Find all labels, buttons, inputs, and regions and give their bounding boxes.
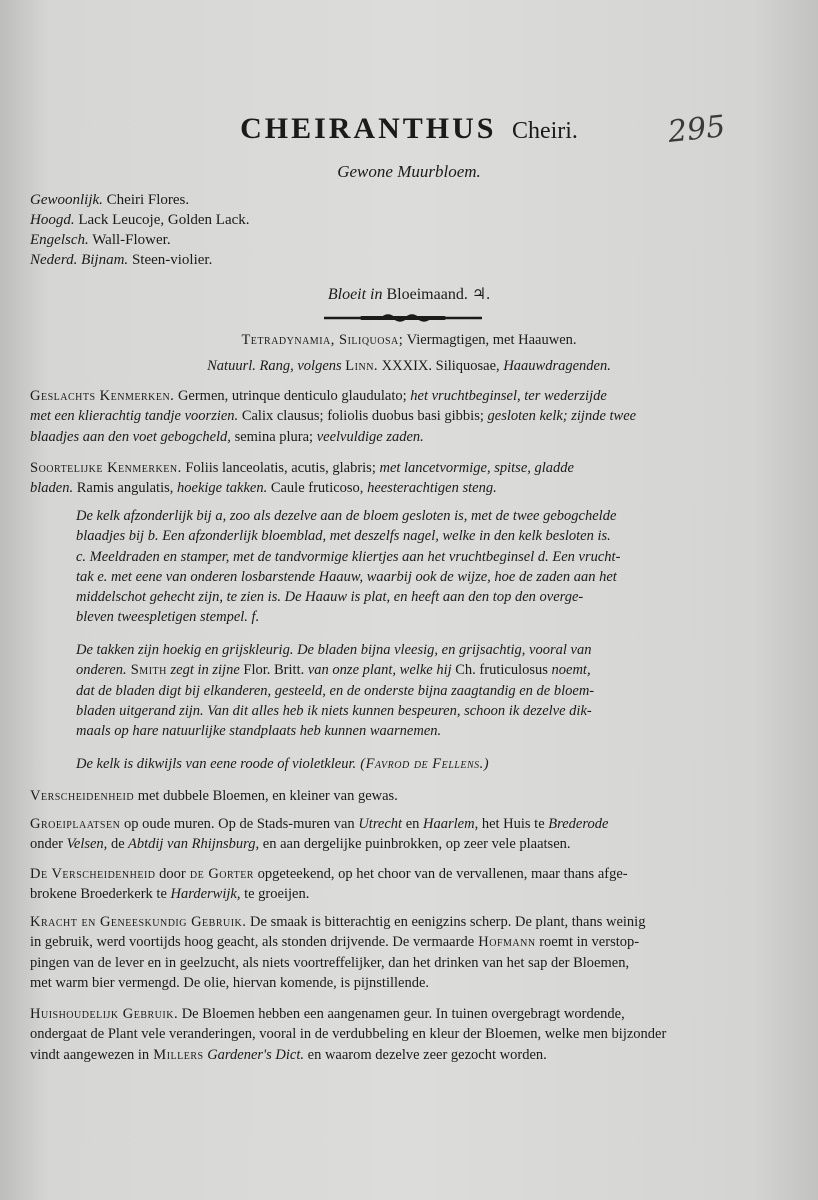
text-line: De kelk afzonderlijk bij a, zoo als dezelve aan de bloem gesloten is, met de twee gebogchelde [76,508,617,524]
text: roemt in verstop- [535,934,640,951]
variety [30,786,788,806]
name-label: Engelsch. [30,232,89,248]
genus-characteristics [30,386,788,447]
section-label: Kracht en Geneeskundig Gebruik. [30,914,247,930]
text: onderen. [76,662,127,679]
text: Calix clausus; foliolis duobus basi gibbis; [238,408,484,425]
class-name: Tetradynamia, Siliquosa; [241,332,404,348]
text-line: bladen uitgerand zijn. Van dit alles heb ik niets kunnen bespeuren, schoon ik dezelve dik- [76,702,592,719]
section-label: Geslachts Kenmerken. [30,388,175,404]
text: Haarlem, [419,816,479,832]
section-label: Soortelijke Kenmerken. [30,460,182,476]
ornamental-rule [322,312,484,324]
text-line: dat de bladen digt bij elkanderen, gesteeld, en de onderste bijna zaagtandig en de bloem- [76,682,595,699]
text: Germen, utrinque denticulo glaudulato; [174,388,407,404]
rank-linn: Linn. [345,358,379,374]
section-label: Huishoudelijk Gebruik. [30,1006,179,1022]
branches-description [76,640,788,741]
natural-rank-line [30,356,788,376]
text: Utrecht [354,816,403,832]
kelk-description [76,506,788,628]
text: De Bloemen hebben een aangenamen geur. In tuinen overgebragt wordende, [178,1006,625,1022]
de-variety [30,864,788,905]
species-name: Cheiri. [511,118,578,144]
habitats [30,814,788,855]
text: Velsen, [63,836,108,853]
common-name: Gewone Muurbloem. [337,162,481,181]
section-label: Groeiplaatsen [30,816,121,832]
name-row [30,230,250,250]
text: (Favrod de Fellens.) [356,756,490,772]
text: Millers [149,1046,204,1063]
text: De smaak is bitterachtig en eenigzins scherp. De plant, thans weinig [246,914,646,930]
text: Flor. Britt. [239,662,305,679]
household-use [30,1004,788,1065]
text: door [155,866,186,882]
name-value: Cheiri Flores. [106,192,190,208]
text: te groeijen. [240,886,310,903]
text: Hofmann [474,934,536,951]
rank-dutch: Haauwdragenden. [499,358,611,374]
text: Caule fruticoso, [267,480,364,497]
text: Foliis lanceolatis, acutis, glabris; [181,460,376,476]
text: ondergaat de Plant vele veranderingen, vooral in de verdubbeling en kleur der Bloemen, welke men bijzonder [30,1026,667,1043]
text-line: De takken zijn hoekig en grijskleurig. De bladen bijna vleesig, en grijsachtig, vooral van [76,642,592,658]
text: het vruchtbeginsel, ter wederzijde [406,388,607,404]
text: in gebruik, werd voortijds hoog geacht, als stonden drijvende. De vermaarde [30,934,475,951]
text-line: middelschot gehecht zijn, te zien is. De Haauw is plat, en heeft aan den top den overge- [76,589,584,606]
names-list [30,190,250,270]
text: pingen van de lever en in geelzucht, als niets voortreffelijker, dan het drinken van het sap der Bloemen, [30,954,630,971]
text: het Huis te [478,816,545,832]
text-line: c. Meeldraden en stamper, met de tandvormige kliertjes aan het vruchtbeginsel d. Een vrucht- [76,548,621,565]
handwritten-page-number: 295 [666,109,727,150]
text: Abtdij van Rhijnsburg, [124,836,260,853]
name-row [30,210,250,230]
text: Ch. fruticulosus [451,662,548,679]
species-characteristics [30,458,788,499]
text: Gardener's Dict. [203,1046,305,1063]
text: Smith [126,662,167,679]
text-line: blaadjes bij b. Een afzonderlijk bloemblad, met deszelfs nagel, welke in den kelk besloten is. [76,528,611,545]
text: bladen. [30,480,74,497]
name-value: Steen-violier. [131,252,213,268]
text: hoekige takken. [173,480,268,497]
kelk-note [76,754,788,774]
text: heesterachtigen steng. [363,480,497,497]
name-row [30,190,250,210]
name-label: Nederd. Bijnam. [30,252,129,268]
text: veelvuldige zaden. [313,428,424,445]
flowering-line [0,284,818,304]
text: zegt in zijne [166,662,240,679]
text: Ramis angulatis, [73,480,174,497]
name-label: Gewoonlijk. [30,192,103,208]
text: onder [30,836,64,853]
text-line: tak e. met eene van onderen losbarstende Haauw, waarbij ook de wijze, hoe de zaden aan het [76,568,617,585]
classification-line [30,330,788,350]
text: de [107,836,125,853]
text: van onze plant, welke hij [304,662,452,679]
text: brokene Broederkerk te [30,886,167,903]
text: op oude muren. Op de Stads-muren van [120,816,355,832]
section-label: Verscheidenheid [30,788,135,804]
text: en aan dergelijke puinbrokken, op zeer vele plaatsen. [259,836,571,853]
rank-value: XXXIX. Siliquosae, [378,358,500,374]
rank-label: Natuurl. Rang, volgens [207,358,342,374]
bloeit-value: Bloeimaand. ♃. [386,286,491,303]
name-row [30,250,250,270]
text: met een klierachtig tandje voorzien. [30,408,239,425]
text-line: bleven tweespletigen stempel. f. [76,609,260,626]
name-value: Wall-Flower. [92,232,171,248]
text: De kelk is dikwijls van eene roode of violetkleur. [76,756,357,772]
text: noemt, [547,662,591,679]
text: opgeteekend, op het choor van de vervallenen, maar thans afge- [253,866,628,882]
class-dutch: Viermagtigen, met Haauwen. [403,332,577,348]
medicinal-use [30,912,788,993]
text: gesloten kelk; zijnde twee [483,408,637,425]
name-value: Lack Leucoje, Golden Lack. [78,212,250,228]
text: de Gorter [185,866,254,882]
text: Harderwijk, [166,886,241,903]
text: met dubbele Bloemen, en kleiner van gewas. [134,788,398,804]
text: en waarom dezelve zeer gezocht worden. [304,1046,547,1063]
text-line: maals op hare natuurlijke standplaats heb kunnen waarnemen. [76,723,442,740]
text: semina plura; [230,428,314,445]
text: Brederode [544,816,609,832]
section-label: De Verscheidenheid [30,866,156,882]
text: met lancetvormige, spitse, gladde [375,460,574,476]
name-label: Hoogd. [30,212,75,228]
genus-name: CHEIRANTHUS [240,112,497,145]
text: en [402,816,420,832]
bloeit-label: Bloeit in [327,286,383,303]
text: met warm bier vermengd. De olie, hiervan komende, is pijnstillende. [30,974,430,991]
text: blaadjes aan den voet gebogcheld, [30,428,231,445]
text: vindt aangewezen in [30,1046,150,1063]
